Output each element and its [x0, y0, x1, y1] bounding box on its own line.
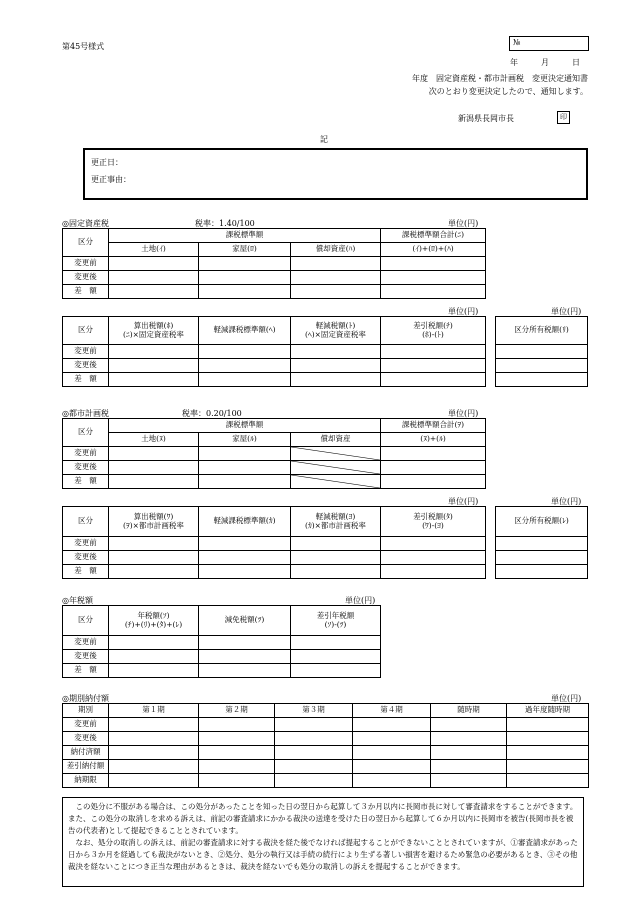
fixed-share-table: [495, 316, 588, 387]
annual-net-formula: (ｿ)-(ﾂ): [324, 619, 347, 629]
city-calc: [109, 507, 199, 537]
fixed-tax-rate: 税率：1.40/100: [195, 219, 255, 228]
annual-unit: 単位(円): [345, 596, 376, 605]
fixed-base-header: 課税標準額: [109, 229, 381, 243]
fixed-total-formula: (ｲ)+(ﾛ)+(ﾊ): [381, 243, 486, 257]
periodic-col-1: 第１期: [109, 704, 199, 718]
city-depr: 償却資産: [291, 433, 381, 447]
date-month: 月: [541, 58, 549, 67]
city-row-before-2: 変更前: [63, 537, 109, 551]
city-tax-table: [62, 506, 486, 579]
periodic-col-period: 期別: [63, 704, 109, 718]
fixed-calc: [109, 317, 199, 345]
city-calc-label: 算出税額(ﾜ): [133, 511, 174, 521]
appeal-notice-p1: この処分に不服がある場合は、この処分があったことを知った日の翌日から起算して３か月以内に長岡市長に対して審査請求をすることができます。また、この処分の取消しを求める訴えは、前記の審査請求にかかる裁決の送達を受けた日の翌日から起算して６か月以内に長岡市を被告(長岡市長を被告の代表者)として提起できることとされています。: [68, 802, 578, 835]
annual-exempt: 減免税額(ﾂ): [199, 606, 291, 636]
city-tax-title: ◎都市計画税: [62, 409, 109, 418]
city-row-diff: 差 額: [63, 475, 109, 489]
fixed-net-label: 差引税額(ﾁ): [413, 320, 453, 330]
city-net: [381, 507, 486, 537]
fixed-land: 土地(ｲ): [109, 243, 199, 257]
fixed-reduced-formula: (ﾍ)×固定資産税率: [305, 329, 366, 339]
periodic-col-3: 第３期: [275, 704, 353, 718]
fixed-row-diff-2: 差 額: [63, 373, 109, 387]
city-net-formula: (ﾜ)-(ﾖ): [422, 520, 444, 530]
date-day: 日: [572, 58, 580, 67]
fixed-row-after: 変更後: [63, 271, 109, 285]
annual-tax-label: 年税額(ｿ): [137, 610, 170, 620]
city-row-after: 変更後: [63, 461, 109, 475]
fixed-row-before: 変更前: [63, 257, 109, 271]
periodic-col-2: 第２期: [199, 704, 275, 718]
fixed-unit-1: 単位(円): [448, 219, 479, 228]
city-reduced-base: 軽減課税標準額(ｶ): [199, 507, 291, 537]
annual-tax-formula: (ﾁ)+(ﾘ)+(ﾀ)+(ﾚ): [124, 619, 183, 629]
periodic-table: [62, 703, 589, 788]
change-date-label: 更正日：: [91, 158, 123, 167]
ki-label: 記: [320, 135, 328, 144]
fixed-unit-3: 単位(円): [551, 307, 582, 316]
fixed-row-diff: 差 額: [63, 285, 109, 299]
city-share-table: [495, 506, 588, 579]
periodic-row-after: 変更後: [63, 732, 109, 746]
annual-row-after: 変更後: [63, 650, 109, 664]
city-base-table: [62, 418, 486, 489]
form-number: 第45号様式: [62, 42, 105, 51]
fixed-house: 家屋(ﾛ): [199, 243, 291, 257]
fixed-total-label: 課税標準額合計(ﾆ): [381, 229, 486, 243]
fixed-depr: 償却資産(ﾊ): [291, 243, 381, 257]
city-unit-3: 単位(円): [551, 497, 582, 506]
notice-heading: 年度 固定資産税・都市計画税 変更決定通知書: [412, 74, 588, 83]
city-row-after-2: 変更後: [63, 551, 109, 565]
annual-row-diff: 差 額: [63, 664, 109, 678]
fixed-share-label: 区分所有税額(ﾘ): [496, 317, 588, 345]
city-tax-rate: 税率：0.20/100: [182, 409, 242, 418]
fixed-row-before-2: 変更前: [63, 345, 109, 359]
annual-row-before: 変更前: [63, 636, 109, 650]
fixed-reduced-base: 軽減課税標準額(ﾍ): [199, 317, 291, 345]
fixed-kubun: 区分: [63, 229, 109, 257]
change-box: [83, 148, 588, 200]
fixed-row-after-2: 変更後: [63, 359, 109, 373]
fixed-base-table: [62, 228, 486, 299]
appeal-notice: [62, 797, 584, 887]
notice-intro: 次のとおり変更決定したので、通知します。: [428, 87, 588, 96]
city-total-formula: (ﾇ)+(ﾙ): [381, 433, 486, 447]
fixed-calc-label: 算出税額(ﾎ): [133, 320, 174, 330]
fixed-net-formula: (ﾎ)-(ﾄ): [422, 329, 444, 339]
issuer-name: 新潟県長岡市長: [458, 114, 514, 123]
fixed-kubun-2: 区分: [63, 317, 109, 345]
annual-tax: [109, 606, 199, 636]
city-row-diff-2: 差 額: [63, 565, 109, 579]
city-reduced-formula: (ｶ)×都市計画税率: [305, 520, 366, 530]
city-share-label: 区分所有税額(ﾚ): [496, 507, 588, 537]
periodic-unit: 単位(円): [551, 694, 582, 703]
city-land: 土地(ﾇ): [109, 433, 199, 447]
city-unit-1: 単位(円): [448, 409, 479, 418]
annual-table: [62, 605, 381, 678]
annual-kubun: 区分: [63, 606, 109, 636]
city-row-before: 変更前: [63, 447, 109, 461]
periodic-col-4: 第４期: [353, 704, 431, 718]
city-reduced-label: 軽減税額(ﾖ): [315, 511, 356, 521]
city-depr-void-1: [291, 447, 381, 461]
fixed-reduced-label: 軽減税額(ﾄ): [315, 320, 356, 330]
fixed-calc-formula: (ﾆ)×固定資産税率: [123, 329, 184, 339]
fixed-net: [381, 317, 486, 345]
city-depr-void-3: [291, 475, 381, 489]
periodic-title: ◎期別納付額: [62, 694, 109, 703]
appeal-notice-p2: なお、処分の取消しの訴えは、前記の審査請求に対する裁決を経た後でなければ提起することができないこととされていますが、①審査請求があった日から３か月を経過しても裁決がないとき、②処分、処分の執行又は手続の続行により生ずる著しい損害を避けるため緊急の必要があるとき、③その他裁決を経ないことにつき正当な理由があるときは、裁決を経ないでも処分の取消しの訴えを提起することができます。: [68, 838, 578, 871]
seal-mark: 印: [557, 111, 570, 124]
periodic-row-net: 差引納付額: [63, 760, 109, 774]
city-total-label: 課税標準額合計(ｦ): [381, 419, 486, 433]
periodic-row-before: 変更前: [63, 718, 109, 732]
city-calc-formula: (ｦ)×都市計画税率: [123, 520, 184, 530]
periodic-row-paid: 納付済額: [63, 746, 109, 760]
city-kubun: 区分: [63, 419, 109, 447]
city-net-label: 差引税額(ﾀ): [413, 511, 453, 521]
fixed-tax-table: [62, 316, 486, 387]
periodic-col-adhoc: 随時期: [431, 704, 507, 718]
city-kubun-2: 区分: [63, 507, 109, 537]
number-label: №: [513, 38, 521, 47]
fixed-tax-title: ◎固定資産税: [62, 219, 109, 228]
fixed-unit-2: 単位(円): [448, 307, 479, 316]
city-base-header: 課税標準額: [109, 419, 381, 433]
annual-title: ◎年税額: [62, 596, 93, 605]
periodic-col-past: 過年度随時期: [507, 704, 589, 718]
city-reduced: [291, 507, 381, 537]
periodic-row-due: 納期限: [63, 774, 109, 788]
number-box: [509, 36, 589, 51]
date-year: 年: [510, 58, 518, 67]
change-reason-label: 更正事由：: [91, 175, 131, 184]
city-house: 家屋(ﾙ): [199, 433, 291, 447]
annual-net: [291, 606, 381, 636]
city-unit-2: 単位(円): [448, 497, 479, 506]
city-depr-void-2: [291, 461, 381, 475]
fixed-reduced: [291, 317, 381, 345]
annual-net-label: 差引年税額: [316, 610, 355, 620]
